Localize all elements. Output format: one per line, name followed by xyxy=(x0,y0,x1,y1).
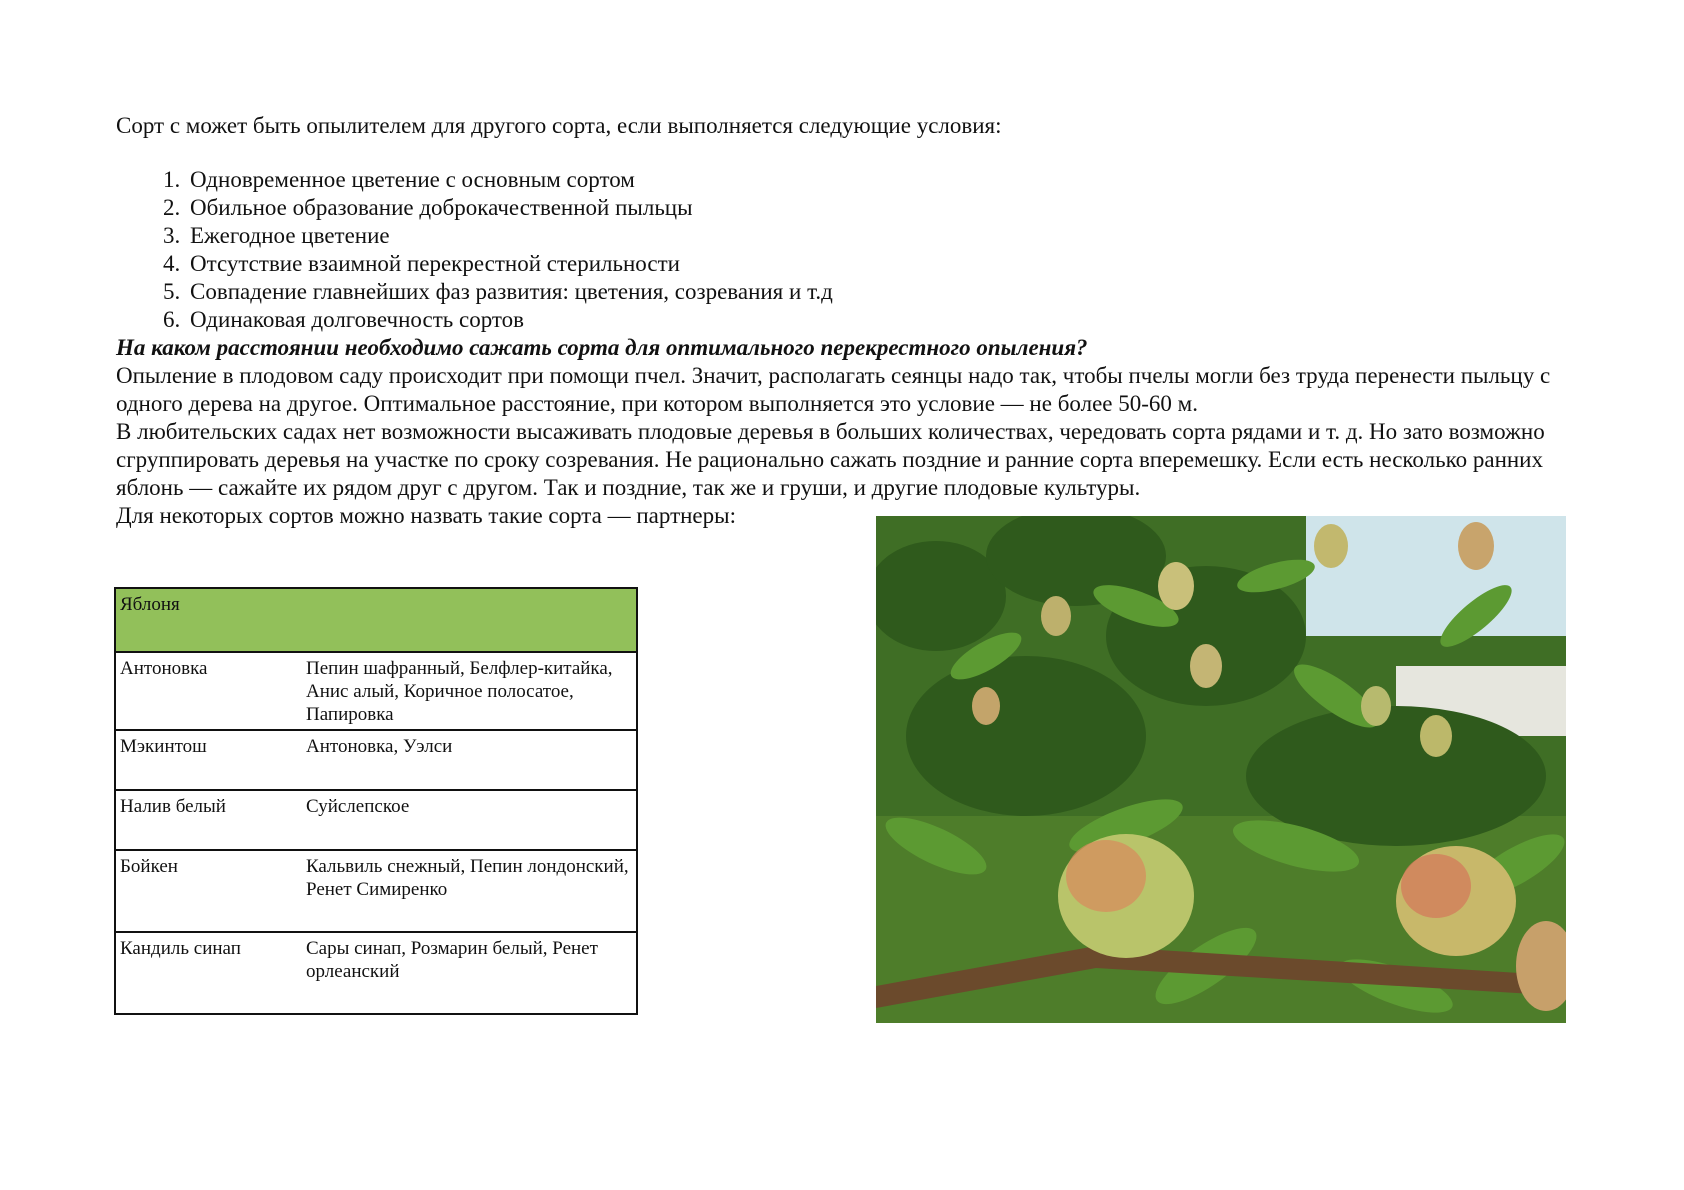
partners-cell: Кальвиль снежный, Пепин лондонский, Ренет Симиренко xyxy=(302,850,637,932)
document-body xyxy=(116,112,1576,530)
list-item: 2. Обильное образование доброкачественной пыльцы xyxy=(186,194,1576,222)
conditions-list xyxy=(116,166,1576,334)
pear-tree-image xyxy=(876,516,1566,1023)
variety-cell: Кандиль синап xyxy=(115,932,302,1014)
variety-cell: Бойкен xyxy=(115,850,302,932)
list-item: 4. Отсутствие взаимной перекрестной стерильности xyxy=(186,250,1576,278)
partners-table xyxy=(114,587,638,1015)
table-row xyxy=(115,932,637,1014)
table-row xyxy=(115,850,637,932)
paragraph-distance: Опыление в плодовом саду происходит при помощи пчел. Значит, располагать сеянцы надо так, чтобы пчелы могли без труда перенести пыльцу с одного дерева на другое. Оптимальное расстояние, при котором выполняется это условие — не более 50-60 м. xyxy=(116,363,1551,416)
list-item: 6. Одинаковая долговечность сортов xyxy=(186,306,1576,334)
list-item: 5. Совпадение главнейших фаз развития: цветения, созревания и т.д xyxy=(186,278,1576,306)
list-item: 1. Одновременное цветение с основным сортом xyxy=(186,166,1576,194)
partners-cell: Пепин шафранный, Белфлер-китайка, Анис алый, Коричное полосатое, Папировка xyxy=(302,652,637,730)
paragraph-partners-intro: Для некоторых сортов можно назвать такие сорта — партнеры: xyxy=(116,503,736,528)
partners-cell: Антоновка, Уэлси xyxy=(302,730,637,790)
partners-cell: Сары синап, Розмарин белый, Ренет орлеанский xyxy=(302,932,637,1014)
table-header: Яблоня xyxy=(115,588,637,652)
pear-tree-photo xyxy=(876,516,1566,1023)
table-row xyxy=(115,730,637,790)
table-header-row xyxy=(115,588,637,652)
table-row xyxy=(115,790,637,850)
variety-cell: Мэкинтош xyxy=(115,730,302,790)
variety-cell: Налив белый xyxy=(115,790,302,850)
table-row xyxy=(115,652,637,730)
intro-text: Сорт с может быть опылителем для другого сорта, если выполняется следующие условия: xyxy=(116,113,1002,138)
partners-table-container xyxy=(114,587,638,1015)
list-item: 3. Ежегодное цветение xyxy=(186,222,1576,250)
partners-cell: Суйслепское xyxy=(302,790,637,850)
question-heading: На каком расстоянии необходимо сажать сорта для оптимального перекрестного опыления? xyxy=(116,335,1088,360)
variety-cell: Антоновка xyxy=(115,652,302,730)
paragraph-grouping: В любительских садах нет возможности высаживать плодовые деревья в больших количествах, чередовать сорта рядами и т. д. Но зато возможно сгруппировать деревья на участке по сроку созревания. Не рационально сажать поздние и ранние сорта вперемешку. Если есть несколько ранних яблонь — сажайте их рядом друг с другом. Так и поздние, так же и груши, и другие плодовые культуры. xyxy=(116,419,1545,500)
